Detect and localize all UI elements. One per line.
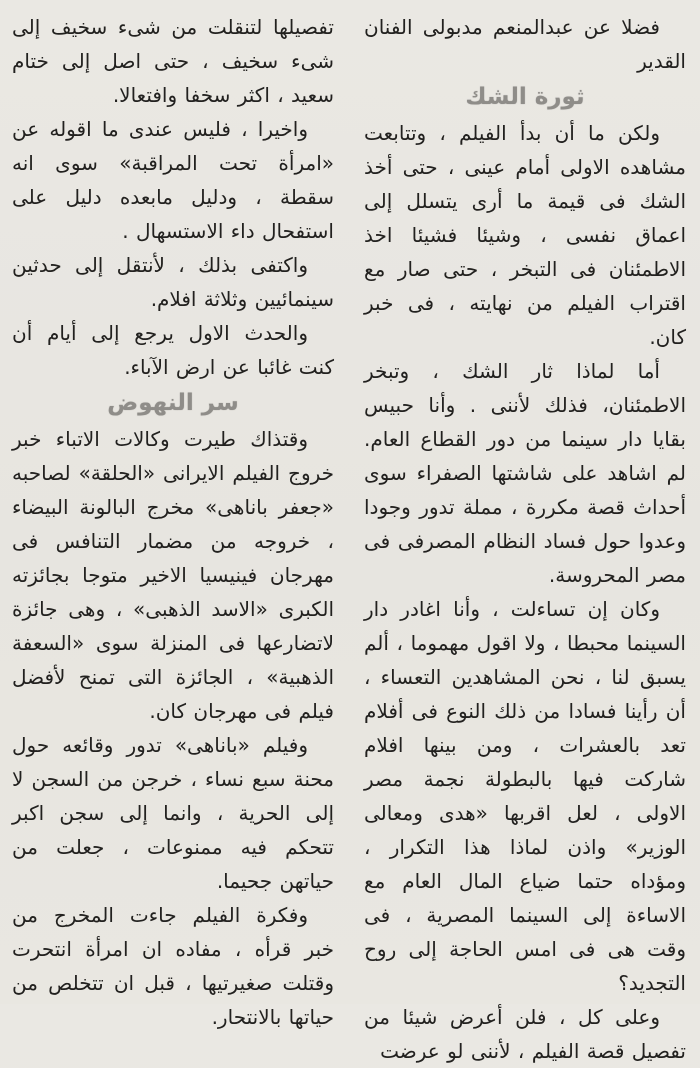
paragraph: وعلى كل ، فلن أعرض شيئا من تفصيل قصة الفيلم ، لأننى لو عرضت [364,1005,686,1063]
paragraph: وفكرة الفيلم جاءت المخرج من خبر قرأه ، مفاده ان امرأة انتحرت وقتلت صغيرتيها ، قبل ان تتخلص من حياتها بالانتحار. [12,903,334,1029]
paragraph: وفيلم «باناهى» تدور وقائعه حول محنة سبع نساء ، خرجن من السجن لا إلى الحرية ، وانما إلى سجن اكبر تتحكم فيه ممنوعات ، جعلت من حياتهن جحيما. [12,733,334,893]
paragraph: واخيرا ، فليس عندى ما اقوله عن «امرأة تحت المراقبة» سوى انه سقطة ، ودليل مابعده دليل على استفحال داء الاستسهال . [12,117,334,243]
article-column-left [12,10,334,1029]
paragraph: واكتفى بذلك ، لأنتقل إلى حدثين سينمائيين وثلاثة افلام. [12,253,334,311]
paragraph: وكان إن تساءلت ، وأنا اغادر دار السينما محبطا ، ولا اقول مهموما ، ألم يسبق لنا ، نحن المشاهدين التعساء ، أن رأينا فسادا من ذلك النوع فى أفلام تعد بالعشرات ، ومن بينها افلام شاركت فيها بالبطولة نجمة مصر الاولى ، لعل اقربها «هدى ومعالى الوزير» واذن لماذا هذا التكرار ، ومؤداه حتما ضياع المال العام مع الاساءة إلى السينما المصرية ، فى وقت هى فى امس الحاجة إلى روح التجديد؟ [364,597,686,995]
paragraph: تفصيلها لتنقلت من شىء سخيف إلى شىء سخيف ، حتى اصل إلى ختام سعيد ، اكثر سخفا وافتعالا. [12,15,334,107]
article-column-right [364,10,686,1063]
paragraph: والحدث الاول يرجع إلى أيام أن كنت غائبا عن ارض الآباء. [12,321,334,379]
paragraph: ولكن ما أن بدأ الفيلم ، وتتابعت مشاهده الاولى أمام عينى ، حتى أخذ الشك فى قيمة ما أرى يتسلل إلى اعماق نفسى ، وشيئا فشيئا اخذ الاطمئنان فى التبخر ، حتى صار مع اقتراب الفيلم من نهايته ، فى خبر كان. [364,121,686,349]
paragraph: أما لماذا ثار الشك ، وتبخر الاطمئنان، فذلك لأننى . وأنا حبيس بقايا دار سينما من دور القطاع العام. لم اشاهد على شاشتها الصفراء سوى أحداث قصة مكررة ، مملة تدور وجودا وعدوا حول فساد النظام المصرفى فى مصر المحروسة. [364,359,686,587]
paragraph: وقتذاك طيرت وكالات الاتباء خبر خروج الفيلم الايرانى «الحلقة» لصاحبه «جعفر باناهى» مخرج البالونة البيضاء ، خروجه من مضمار التنافس فى مهرجان فينيسيا الاخير متوجا بجائزته الكبرى «الاسد الذهبى» ، وهى جائزة لاتضارعها فى المنزلة سوى «السعفة الذهبية» ، الجائزة التى تمنح لأفضل فيلم فى مهرجان كان. [12,427,334,723]
section-heading-thawrat-alshak: ثورة الشك [465,84,585,110]
section-heading-sirr-alnuhud: سر النهوض [107,390,239,416]
paragraph: فضلا عن عبدالمنعم مدبولى الفنان القدير [364,15,686,73]
